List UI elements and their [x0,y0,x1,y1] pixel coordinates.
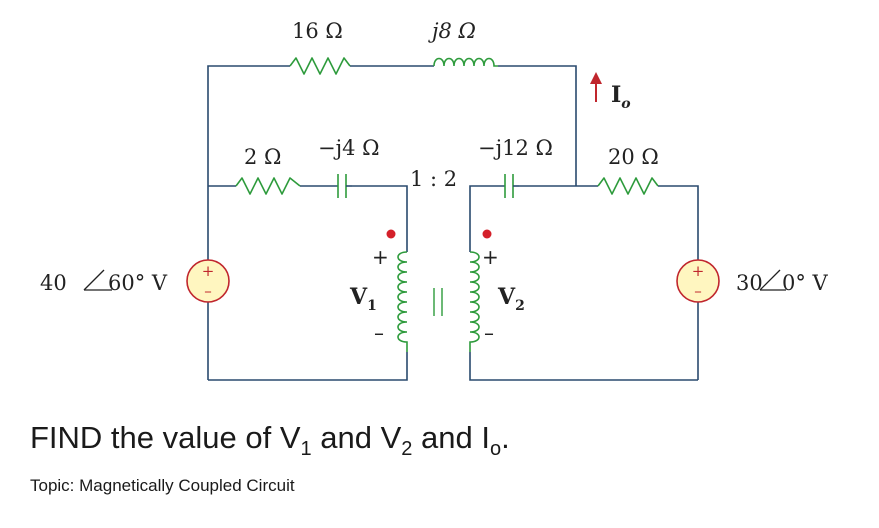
polarity-dot-secondary [483,230,492,239]
label-neg-j4-ohm: −j4 Ω [318,136,380,160]
svg-text:–: – [204,282,212,300]
polarity-dot-primary [387,230,396,239]
voltage-source-left [187,260,229,302]
svg-text:60° V: 60° V [108,271,168,295]
capacitor-neg-j12 [505,174,519,198]
label-io: $I_o$ [611,82,631,112]
label-source-right [736,270,829,295]
v2-minus-sign: – [484,321,494,345]
inductor-j8 [434,59,498,67]
resistor-2-ohm [236,178,300,194]
v1-minus-sign: – [374,321,384,345]
svg-text:–: – [694,282,702,300]
v1-plus-sign: + [372,245,389,269]
label-neg-j12-ohm: −j12 Ω [478,136,553,160]
wires [208,66,698,380]
label-20-ohm: 20 Ω [608,145,659,169]
label-2-ohm: 2 Ω [244,145,282,169]
v2-plus-sign: + [482,245,499,269]
label-16-ohm: 16 Ω [292,19,343,43]
svg-text:0° V: 0° V [782,271,828,295]
capacitor-neg-j4 [338,174,352,198]
svg-text:30: 30 [736,271,763,295]
label-turns-ratio: 1 : 2 [410,167,458,191]
io-current-arrow [590,72,602,102]
label-v1: $V_1$ [350,284,377,314]
question-text: FIND the value of $V_1$ and $V_2$ and $I_o$. [30,420,510,461]
label-v2: $V_2$ [498,284,525,314]
svg-text:+: + [201,262,215,280]
transformer-primary-coil [398,252,407,352]
transformer-secondary-coil [470,252,479,352]
svg-text:40: 40 [40,271,67,295]
label-source-left [40,270,168,295]
transformer-core [434,288,442,316]
label-j8-ohm: j8 Ω [432,19,476,43]
voltage-source-right [677,260,719,302]
topic-text: Topic: Magnetically Coupled Circuit [30,476,295,495]
svg-text:+: + [691,262,705,280]
resistor-20-ohm [598,178,658,194]
resistor-16-ohm [290,58,350,74]
